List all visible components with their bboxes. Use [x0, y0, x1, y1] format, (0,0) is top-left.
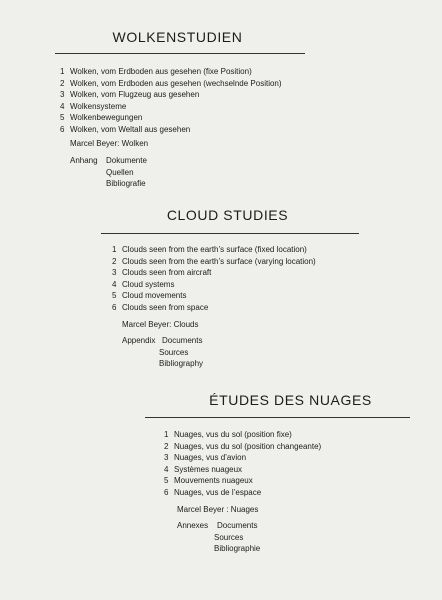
appendix-items [214, 520, 261, 555]
author-line: Marcel Beyer: Wolken [70, 139, 149, 148]
chapter-item: 3 Clouds seen from aircraft [112, 268, 212, 278]
appendix-block [70, 155, 147, 190]
chapter-item: 6 Wolken, vom Weltall aus gesehen [60, 124, 191, 134]
title-rule [145, 417, 410, 418]
chapter-item: 1 Wolken, vom Erdboden aus gesehen (fixe Position) [60, 67, 252, 76]
chapter-item: 2 Wolken, vom Erdboden aus gesehen (wechselnde Position) [60, 78, 282, 88]
chapter-item: 4 Cloud systems [112, 279, 175, 289]
appendix-items [106, 155, 147, 190]
section-english [0, 200, 442, 380]
section-title: CLOUD STUDIES [166, 207, 289, 223]
title-rule [101, 233, 359, 234]
appendix-item: Dokumente [106, 156, 147, 165]
appendix-block [122, 335, 203, 370]
section-german [0, 0, 442, 200]
chapter-item: 6 Nuages, vus de l’espace [164, 487, 262, 497]
section-french [0, 380, 442, 600]
chapter-item: 2 Clouds seen from the earth’s surface (varying location) [112, 256, 316, 266]
chapter-item: 5 Mouvements nuageux [164, 476, 253, 486]
chapter-list [60, 66, 282, 136]
section-title: WOLKENSTUDIEN [112, 29, 243, 45]
appendix-item: Bibliography [159, 359, 204, 369]
chapter-item: 4 Wolkensysteme [60, 101, 127, 111]
chapter-item: 4 Systèmes nuageux [164, 464, 243, 474]
author-line: Marcel Beyer: Clouds [122, 320, 199, 329]
chapter-item: 5 Wolkenbewegungen [60, 113, 143, 123]
appendix-item: Bibliographie [214, 544, 261, 554]
title-rule [55, 53, 305, 54]
appendix-block [177, 520, 260, 555]
chapter-list [164, 429, 321, 499]
chapter-item: 1 Nuages, vus du sol (position fixe) [164, 430, 292, 439]
appendix-label: Annexes [177, 521, 209, 530]
appendix-item: Bibliografie [106, 179, 146, 189]
author-line: Marcel Beyer : Nuages [177, 505, 259, 514]
appendix-item: Sources [159, 347, 189, 357]
chapter-item: 2 Nuages, vus du sol (position changeante) [164, 441, 322, 451]
chapter-item: 1 Clouds seen from the earth’s surface (fixed location) [112, 245, 307, 254]
appendix-item: Documents [217, 521, 258, 530]
chapter-item: 6 Clouds seen from space [112, 302, 209, 312]
section-title: ÉTUDES DES NUAGES [209, 392, 372, 408]
appendix-item: Documents [162, 336, 203, 345]
appendix-label: Appendix [122, 336, 156, 345]
appendix-items [159, 335, 204, 370]
chapter-list [112, 244, 316, 314]
chapter-item: 5 Cloud movements [112, 291, 187, 301]
appendix-item: Quellen [106, 167, 134, 177]
chapter-item: 3 Wolken, vom Flugzeug aus gesehen [60, 90, 200, 100]
appendix-item: Sources [214, 532, 244, 542]
appendix-label: Anhang [70, 156, 98, 165]
chapter-item: 3 Nuages, vus d’avion [164, 453, 247, 463]
